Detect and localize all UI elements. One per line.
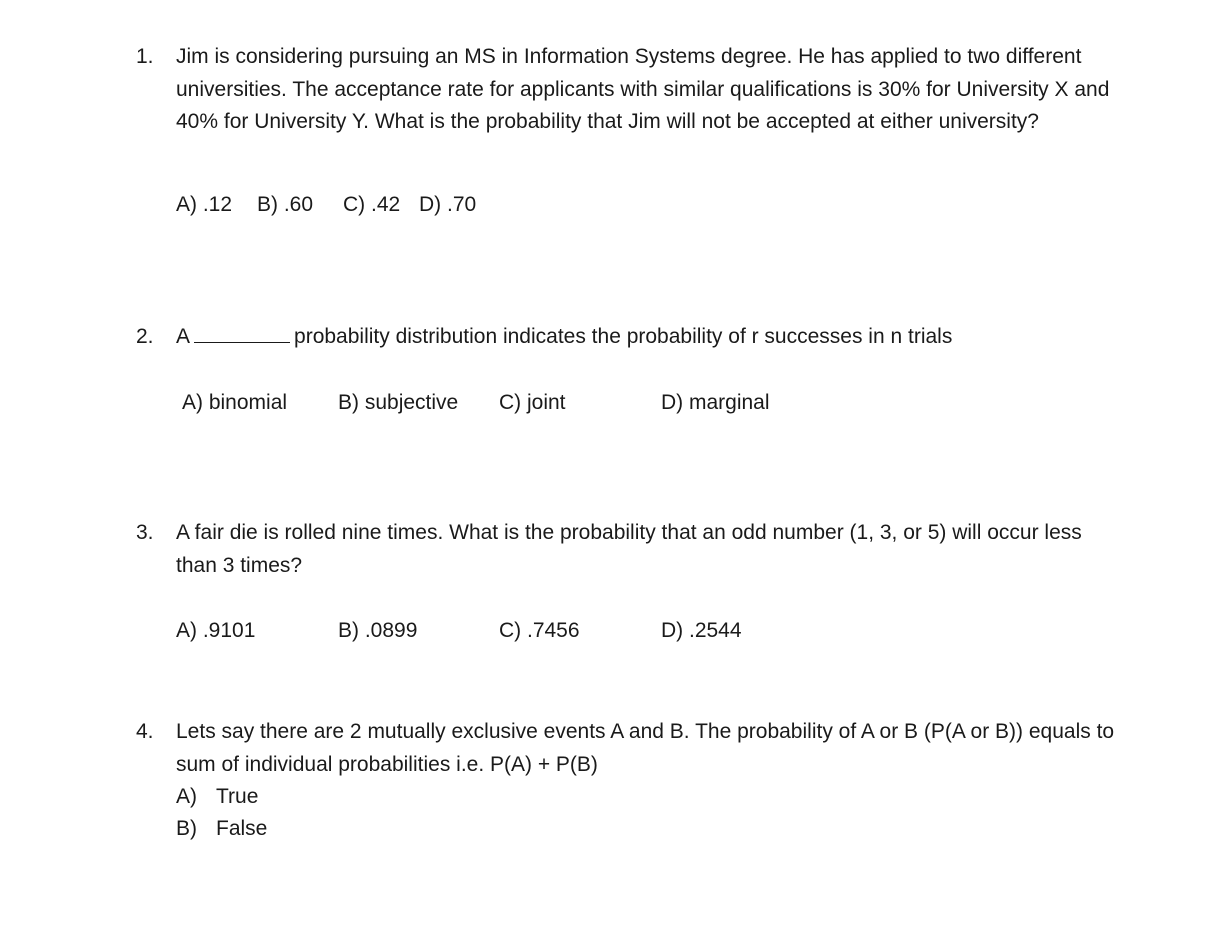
question-text: Jim is considering pursuing an MS in Information Systems degree. He has applied to two different universities. The acceptance rate for applicants with similar qualifications is 30% for University X and 40% for University Y. What is the probability that Jim will not be accepted at either university? (176, 45, 1110, 133)
choice-d[interactable]: D) .70 (419, 193, 477, 216)
choice-a[interactable]: A) .9101 (176, 619, 256, 642)
choice-c[interactable]: C) joint (499, 391, 566, 414)
choice-d[interactable]: D) .2544 (661, 619, 742, 642)
question-text: A fair die is rolled nine times. What is the probability that an odd number (1, 3, or 5) will occur less than 3 times? (176, 521, 1082, 577)
choice-b[interactable] (176, 813, 267, 846)
question-number: 2. (136, 325, 154, 348)
choice-letter: B) (176, 817, 197, 840)
fill-in-blank (194, 324, 290, 343)
choice-a[interactable] (176, 781, 258, 814)
choice-c[interactable]: C) .7456 (499, 619, 580, 642)
choice-letter: A) (176, 785, 197, 808)
question-number: 1. (136, 45, 154, 68)
choice-label: False (216, 817, 268, 840)
choice-b[interactable]: B) .60 (257, 193, 314, 216)
choice-a[interactable]: A) binomial (182, 391, 288, 414)
question-text-before-blank: A (176, 325, 191, 348)
question-1 (136, 41, 1136, 139)
question-number: 3. (136, 521, 154, 544)
question-text-after-blank: probability distribution indicates the probability of r successes in n trials (294, 325, 953, 348)
question-text: Lets say there are 2 mutually exclusive events A and B. The probability of A or B (P(A or B)) equals to sum of individual probabilities i.e. P(A) + P(B) (176, 720, 1115, 776)
question-number: 4. (136, 720, 154, 743)
question-3 (136, 517, 1136, 582)
choice-b[interactable]: B) subjective (338, 391, 459, 414)
question-2 (136, 321, 1136, 354)
question-4 (136, 716, 1136, 840)
choice-a[interactable]: A) .12 (176, 193, 233, 216)
choice-label: True (216, 785, 259, 808)
choice-b[interactable]: B) .0899 (338, 619, 418, 642)
choice-d[interactable]: D) marginal (661, 391, 770, 414)
choice-c[interactable]: C) .42 (343, 193, 401, 216)
question-text (176, 321, 1126, 354)
